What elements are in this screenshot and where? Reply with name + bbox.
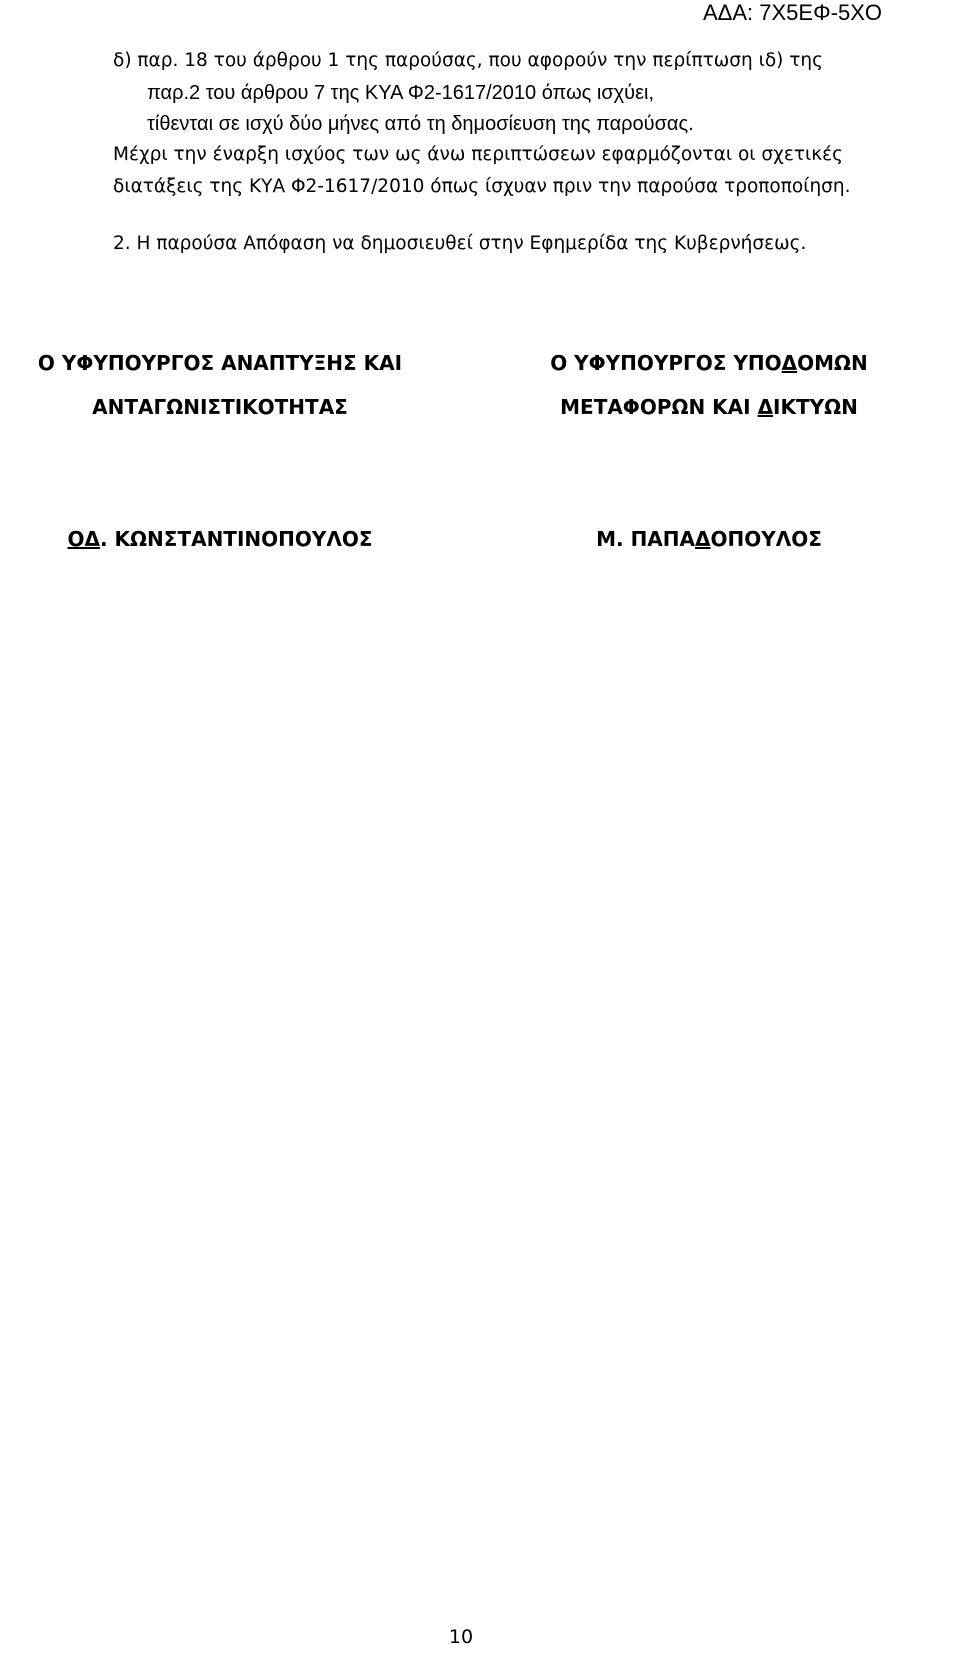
right-title-line1-part-b: Δ [781,351,798,375]
right-name-part-c: ΟΠΟΥΛΟΣ [710,527,822,551]
right-title-line1-part-a: Ο ΥΦΥΠΟΥΡΓΟΣ ΥΠΟ [550,351,782,375]
body-line-4: Μέχρι την έναρξη ισχύος των ως άνω περιπτώσεων εφαρμόζονται οι σχετικές [113,144,844,165]
body-line-6: 2. Η παρούσα Απόφαση να δημοσιευθεί στην Εφημερίδα της Κυβερνήσεως. [113,233,807,254]
right-title-line2-part-a: ΜΕΤΑΦΟΡΩΝ ΚΑΙ [560,395,758,419]
right-title-line2-part-b: Δ [757,395,774,419]
right-name-part-b: Δ [695,527,711,551]
body-line-3: τίθενται σε ισχύ δύο μήνες από τη δημοσίευση της παρούσας. [147,113,694,135]
left-signatory-title-line1: Ο ΥΦΥΠΟΥΡΓΟΣ ΑΝΑΠΤΥΞΗΣ ΚΑΙ [37,351,403,375]
left-name-prefix: ΟΔ [67,527,100,551]
body-line-2: παρ.2 του άρθρου 7 της ΚΥΑ Φ2-1617/2010 όπως ισχύει, [147,82,655,104]
page-number: 10 [448,1626,474,1648]
right-title-line2-part-c: ΙΚΤΥΩΝ [773,395,858,419]
right-signatory-title-line2 [494,394,924,420]
right-signatory-name [494,526,924,552]
body-line-1: δ) παρ. 18 του άρθρου 1 της παρούσας, που αφορούν την περίπτωση ιδ) της [113,50,823,71]
ada-code: ΑΔΑ: 7Χ5ΕΦ-5ΧΟ [703,0,882,25]
left-signatory-name [0,526,440,552]
right-name-part-a: Μ. ΠΑΠΑ [596,527,696,551]
left-name-rest: . ΚΩΝΣΤΑΝΤΙΝΟΠΟΥΛΟΣ [99,527,373,551]
left-signatory-title-line2: ΑΝΤΑΓΩΝΙΣΤΙΚΟΤΗΤΑΣ [92,395,348,419]
right-title-line1-part-c: ΟΜΩΝ [797,351,868,375]
body-line-5: διατάξεις της ΚΥΑ Φ2-1617/2010 όπως ίσχυαν πριν την παρούσα τροποποίηση. [113,176,851,197]
right-signatory-title-line1 [494,350,924,376]
